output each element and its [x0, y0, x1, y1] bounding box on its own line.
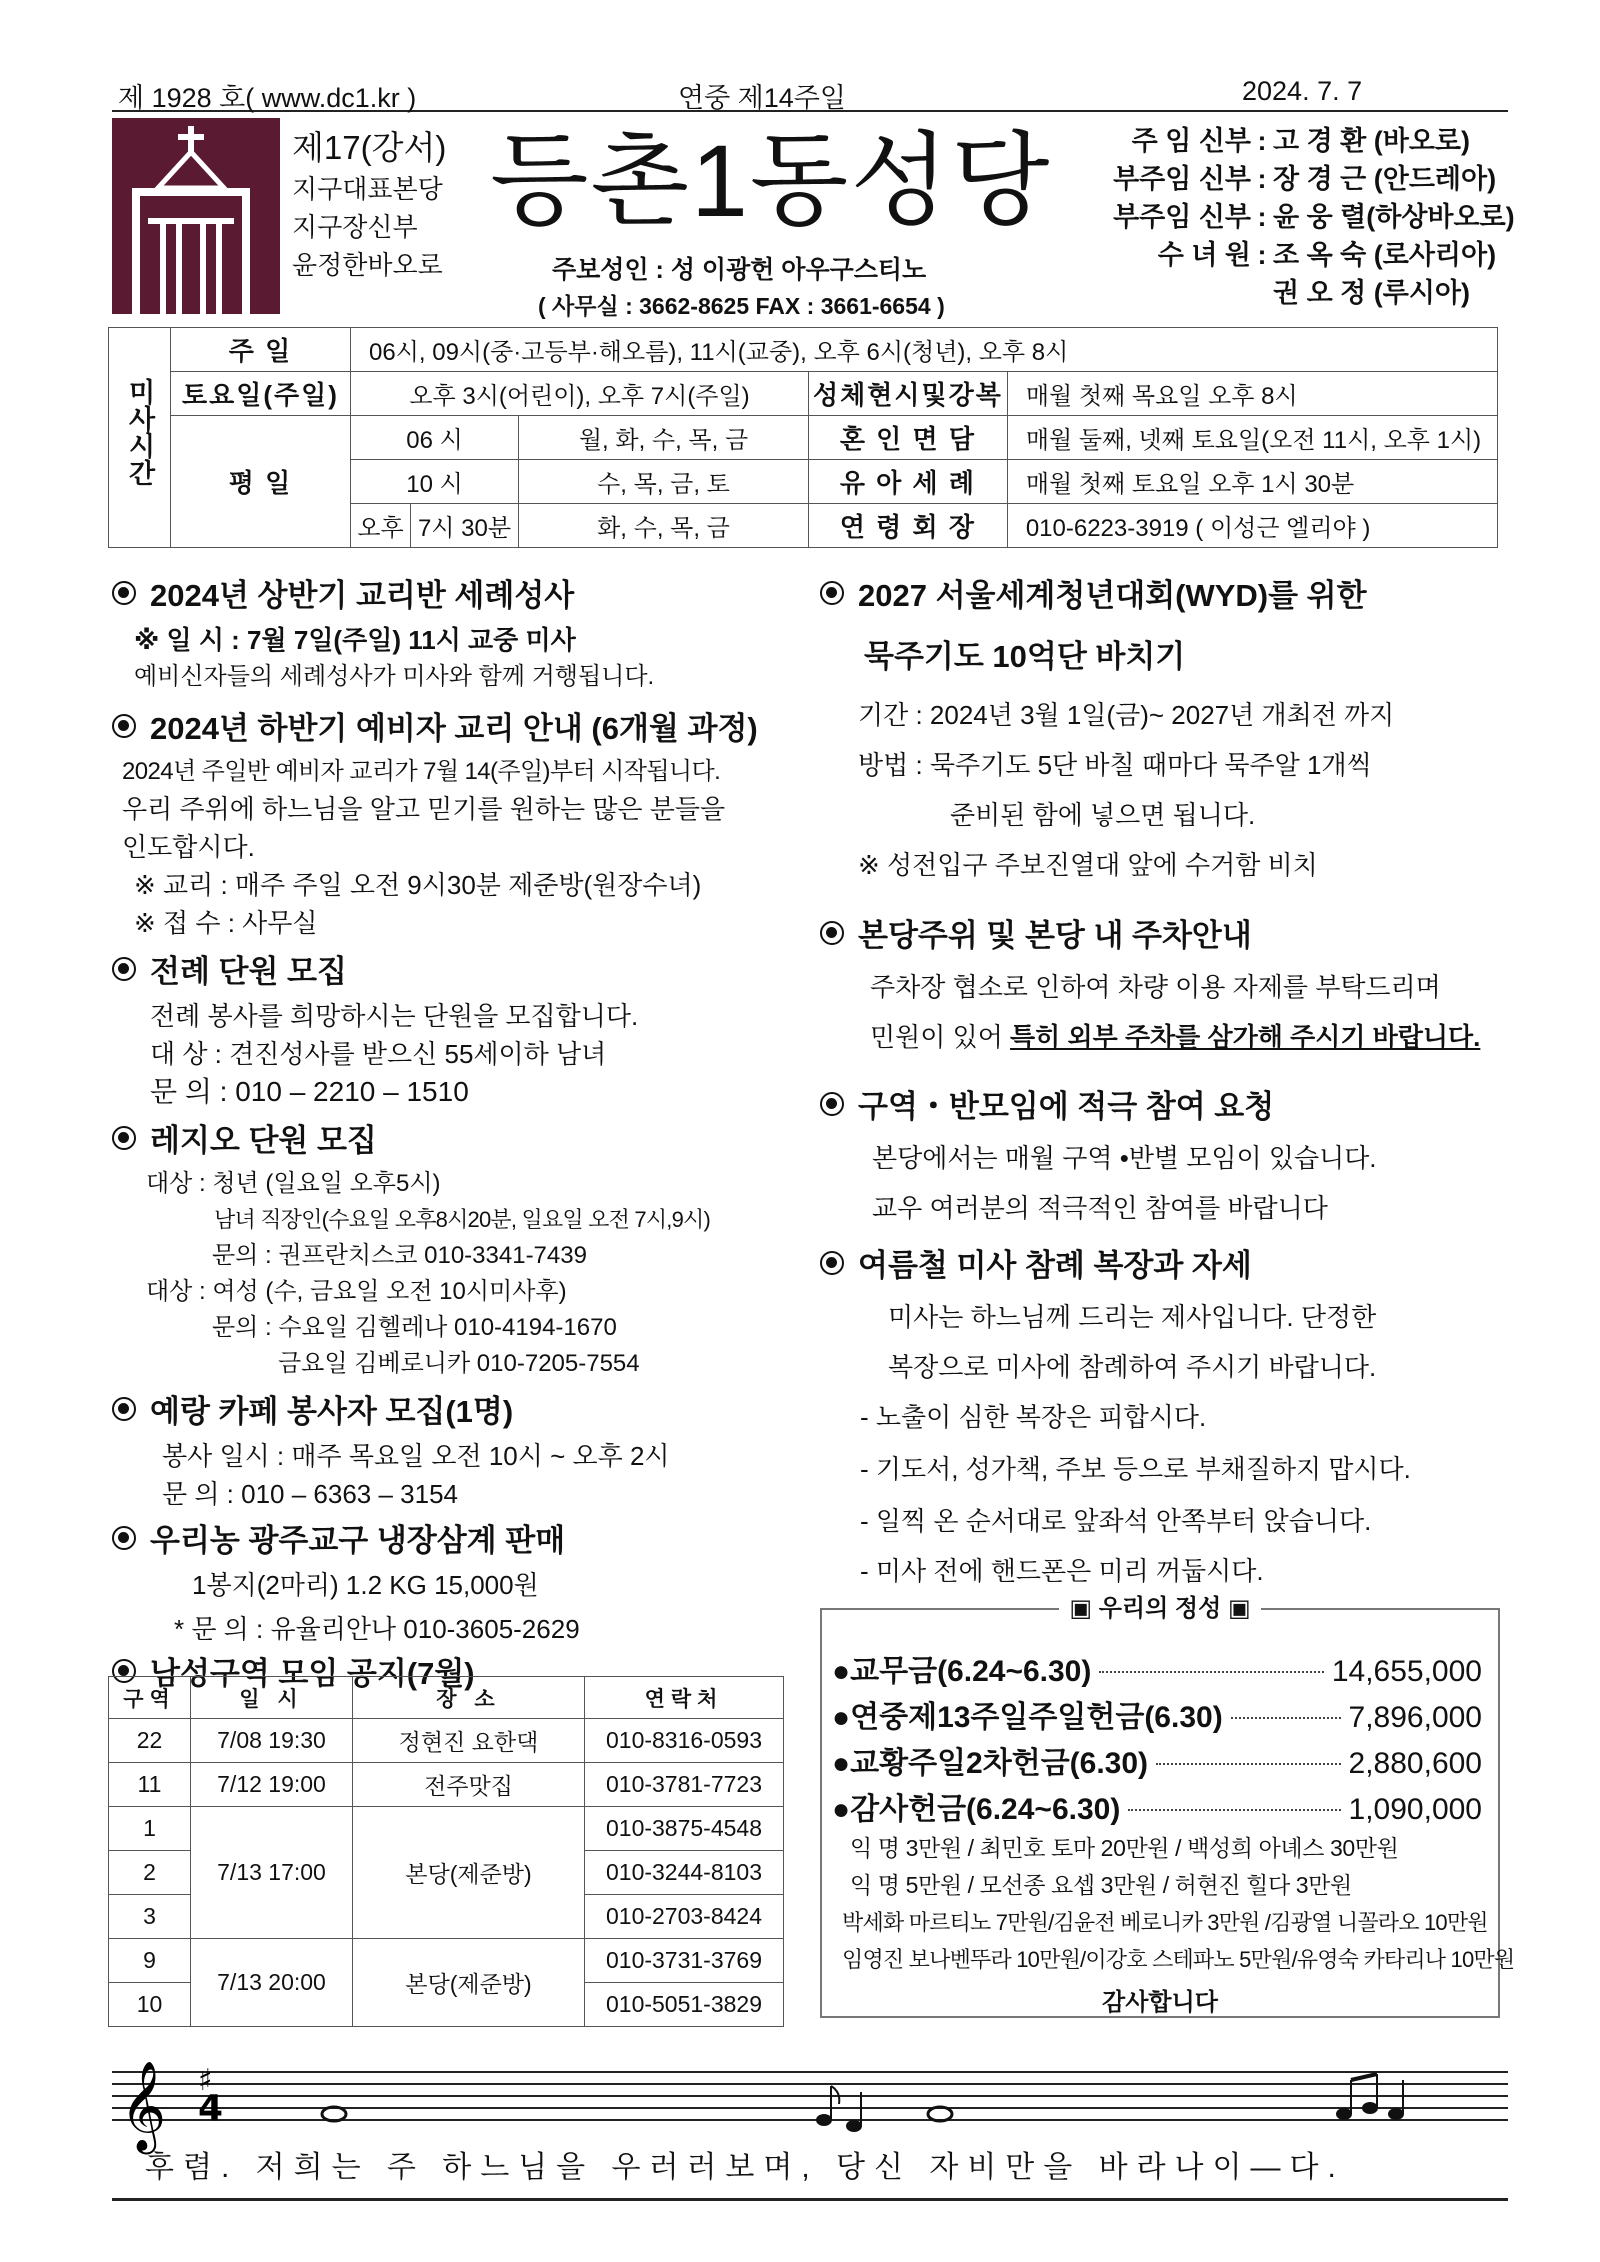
district-priest-title: 지구장신부	[292, 212, 418, 242]
wedding-label: 혼 인 면 담	[809, 416, 1008, 460]
column-header: 일 시	[191, 1677, 353, 1719]
mass-times-label: 미사시간	[109, 328, 171, 548]
bullet-icon	[820, 921, 844, 945]
funeral-committee-value: 010-6223-3919 ( 이성근 엘리야 )	[1007, 504, 1497, 548]
notice-title-cont: 묵주기도 10억단 바치기	[864, 639, 1186, 674]
table-row: 3 010-2703-8424	[109, 1895, 784, 1939]
notice-line: 민원이 있어 특히 외부 주차를 삼가해 주시기 바랍니다.	[870, 1022, 1481, 1052]
district-info	[292, 126, 482, 284]
offerings-box	[820, 1595, 1515, 2018]
saturday-times: 오후 3시(어린이), 오후 7시(주일)	[351, 372, 809, 416]
infant-baptism-value: 매월 첫째 토요일 오후 1시 30분	[1007, 460, 1497, 504]
notice-line: 교우 여러분의 적극적인 참여를 바랍니다	[872, 1193, 1328, 1223]
notice-line: 주차장 협소로 인하여 차량 이용 자제를 부탁드리며	[870, 972, 1441, 1002]
notice-line: ※ 성전입구 주보진열대 앞에 수거함 비치	[858, 850, 1318, 880]
issue-date: 2024. 7. 7	[1242, 76, 1363, 106]
notice-title: 2024년 하반기 예비자 교리 안내 (6개월 과정)	[112, 703, 792, 748]
notice-line: 준비된 함에 넣으면 됩니다.	[950, 800, 1256, 830]
weekday-days: 수, 목, 금, 토	[519, 460, 809, 504]
bottom-divider	[112, 2198, 1508, 2201]
column-header: 구역	[109, 1677, 191, 1719]
notice-line: 본당에서는 매월 구역 •반별 모임이 있습니다.	[872, 1143, 1377, 1173]
notice-title: 2027 서울세계청년대회(WYD)를 위한	[820, 570, 1510, 615]
bullet-icon	[820, 1092, 844, 1116]
bullet-icon	[112, 1397, 136, 1421]
notice-line: 문 의 : 010 – 2210 – 1510	[150, 1076, 469, 1107]
notice-line: 문의 : 권프란치스코 010-3341-7439	[212, 1242, 587, 1269]
church-title: 등촌1동성당	[490, 124, 1052, 238]
notice-line: 문 의 : 010 – 6363 – 3154	[162, 1479, 459, 1509]
clergy-row: 권 오 정 (루시아)	[1273, 278, 1470, 308]
weekday-days: 화, 수, 목, 금	[519, 504, 809, 548]
district-priest-name: 윤정한바오로	[292, 250, 443, 280]
column-header: 연락처	[585, 1677, 784, 1719]
liturgical-week: 연중 제14주일	[678, 83, 846, 113]
notice-title: 전례 단원 모집	[112, 946, 792, 991]
top-info-bar	[112, 72, 1508, 112]
notice-title: 남성구역 모임 공지(7월)	[112, 1648, 792, 1693]
notice-title: 예랑 카페 봉사자 모집(1명)	[112, 1386, 792, 1431]
sharp-icon: ♯	[198, 2063, 213, 2098]
notice-line: 인도합시다.	[122, 832, 255, 862]
adoration-label: 성체현시및강복	[809, 372, 1008, 416]
saturday-label: 토요일(주일)	[171, 372, 351, 416]
notice-line: ※ 교리 : 매주 주일 오전 9시30분 제준방(원장수녀)	[134, 870, 702, 900]
bullet-icon	[112, 1526, 136, 1550]
notice-line: - 노출이 심한 복장은 피합시다.	[860, 1402, 1207, 1432]
notice-line: - 기도서, 성가책, 주보 등으로 부채질하지 맙시다.	[860, 1454, 1411, 1484]
notice-title: 2024년 상반기 교리반 세례성사	[112, 570, 792, 615]
sunday-times: 06시, 09시(중·고등부·해오름), 11시(교중), 오후 6시(청년), 오후 8시	[351, 328, 1498, 372]
notice-line: * 문 의 : 유율리안나 010-3605-2629	[174, 1614, 580, 1644]
sunday-label: 주 일	[171, 328, 351, 372]
weekday-time: 7시 30분	[411, 504, 519, 548]
notice-line: 기간 : 2024년 3월 1일(금)~ 2027년 개최전 까지	[858, 700, 1395, 730]
bullet-icon	[820, 581, 844, 605]
clergy-list	[1065, 122, 1515, 312]
infant-baptism-label: 유 아 세 례	[809, 460, 1008, 504]
clergy-row: 부주임 신부 : 윤 웅 렬(하상바오로)	[1113, 202, 1515, 232]
notice-line: 2024년 주일반 예비자 교리가 7월 14(주일)부터 시작됩니다.	[122, 758, 721, 785]
bullet-icon	[112, 957, 136, 981]
notice-line: - 일찍 온 순서대로 앞좌석 안쪽부터 앉습니다.	[860, 1506, 1372, 1536]
thanks-text: 감사합니다	[1102, 1989, 1218, 2016]
notice-title: 본당주위 및 본당 내 주차안내	[820, 910, 1510, 955]
notice-line: 대 상 : 견진성사를 받으신 55세이하 남녀	[150, 1039, 607, 1069]
offering-row: ● 감사헌금(6.24~6.30) 1,090,000	[832, 1793, 1482, 1826]
wedding-value: 매월 둘째, 넷째 토요일(오전 11시, 오후 1시)	[1007, 416, 1497, 460]
bullet-icon	[112, 581, 136, 605]
church-logo	[112, 118, 280, 314]
refrain-lyrics: 후렴. 저희는 주 하느님을 우러러보며, 당신 자비만을 바라나이—다.	[145, 2151, 1345, 2184]
weekday-time: 10 시	[351, 460, 519, 504]
donor-line: 익 명 5만원 / 모선종 요셉 3만원 / 허현진 힐다 3만원	[850, 1872, 1352, 1898]
notice-line: 전례 봉사를 희망하시는 단원을 모집합니다.	[150, 1001, 639, 1031]
offerings-caption: ▣ 우리의 정성 ▣	[822, 1588, 1498, 1623]
table-row: 1 7/13 17:00 본당(제준방) 010-3875-4548	[109, 1807, 784, 1851]
district-role: 지구대표본당	[292, 174, 443, 204]
notice-line: 봉사 일시 : 매주 목요일 오전 10시 ~ 오후 2시	[162, 1441, 670, 1471]
bullet-icon	[112, 1126, 136, 1150]
table-header-row	[109, 1677, 784, 1719]
mass-schedule-table	[108, 327, 1498, 548]
notice-line: 문의 : 수요일 김헬레나 010-4194-1670	[212, 1314, 617, 1341]
table-row: 10 010-5051-3829	[109, 1983, 784, 2027]
notice-line: - 미사 전에 핸드폰은 미리 꺼둡시다.	[860, 1556, 1264, 1586]
whole-note-icon	[322, 2107, 346, 2121]
time-signature: 4	[198, 2088, 224, 2129]
notice-line: 예비신자들의 세례성사가 미사와 함께 거행됩니다.	[134, 663, 655, 690]
table-row: 11 7/12 19:00 전주맛집 010-3781-7723	[109, 1763, 784, 1807]
whole-note-icon	[928, 2107, 952, 2121]
adoration-value: 매월 첫째 목요일 오후 8시	[1007, 372, 1497, 416]
bullet-icon	[820, 1251, 844, 1275]
donor-line: 임영진 보나벤뚜라 10만원/이강호 스테파노 5만원/유영숙 카타리나 10만원	[842, 1947, 1515, 1972]
notice-line: 대상 : 여성 (수, 금요일 오전 10시미사후)	[146, 1278, 567, 1305]
column-header: 장 소	[353, 1677, 585, 1719]
weekday-time-prefix: 오후	[351, 504, 411, 548]
meeting-table	[108, 1676, 784, 2027]
offering-row: ● 교무금(6.24~6.30) 14,655,000	[832, 1655, 1482, 1688]
bullet-icon	[112, 714, 136, 738]
offering-row: ● 연중제13주일주일헌금(6.30) 7,896,000	[832, 1701, 1482, 1734]
notice-line: 1봉지(2마리) 1.2 KG 15,000원	[192, 1570, 539, 1600]
notice-line: 복장으로 미사에 참례하여 주시기 바랍니다.	[888, 1352, 1377, 1382]
notice-title: 여름철 미사 참례 복장과 자세	[820, 1240, 1510, 1285]
left-column	[112, 570, 792, 1699]
donor-line: 박세화 마르티노 7만원/김윤전 베로니카 3만원 /김광열 니꼴라오 10만원	[842, 1910, 1488, 1935]
notice-line: ※ 접 수 : 사무실	[134, 908, 318, 938]
office-contact: ( 사무실 : 3662-8625 FAX : 3661-6654 )	[538, 293, 945, 319]
weekday-label: 평 일	[171, 416, 351, 548]
clergy-row: 부주임 신부 : 장 경 근 (안드레아)	[1113, 164, 1497, 194]
patron-saint: 주보성인 : 성 이광헌 아우구스티노	[552, 256, 927, 284]
treble-clef-icon: 𝄞	[120, 2061, 167, 2151]
notice-line: 금요일 김베로니카 010-7205-7554	[278, 1350, 640, 1377]
notice-title: 레지오 단원 모집	[112, 1115, 792, 1160]
district-name: 제17(강서)	[292, 129, 447, 166]
donor-list	[822, 1830, 1515, 1978]
donor-line: 익 명 3만원 / 최민호 토마 20만원 / 백성희 아녜스 30만원	[850, 1835, 1399, 1861]
notice-line: 남녀 직장인(수요일 오후8시20분, 일요일 오전 7시,9시)	[214, 1207, 711, 1232]
offering-row: ● 교황주일2차헌금(6.30) 2,880,600	[832, 1747, 1482, 1780]
issue-number: 제 1928 호( www.dc1.kr )	[118, 83, 417, 113]
notice-line: 우리 주위에 하느님을 알고 믿기를 원하는 많은 분들을	[122, 794, 726, 824]
table-row: 22 7/08 19:30 정현진 요한댁 010-8316-0593	[109, 1719, 784, 1763]
clergy-row: 주 임 신부 : 고 경 환 (바오로)	[1131, 126, 1470, 156]
church-icon	[112, 118, 280, 314]
clergy-row: 수 녀 원 : 조 옥 숙 (로사리아)	[1157, 240, 1497, 270]
weekday-time: 06 시	[351, 416, 519, 460]
table-row: 2 010-3244-8103	[109, 1851, 784, 1895]
weekday-days: 월, 화, 수, 목, 금	[519, 416, 809, 460]
notice-title: 우리농 광주교구 냉장삼계 판매	[112, 1515, 792, 1560]
right-column	[820, 570, 1510, 1595]
notice-line: ※ 일 시 : 7월 7일(주일) 11시 교중 미사	[134, 625, 576, 655]
table-row: 9 7/13 20:00 본당(제준방) 010-3731-3769	[109, 1939, 784, 1983]
notice-line: 미사는 하느님께 드리는 제사입니다. 단정한	[888, 1302, 1377, 1332]
notice-title: 구역・반모임에 적극 참여 요청	[820, 1081, 1510, 1126]
notice-line: 방법 : 묵주기도 5단 바칠 때마다 묵주알 1개씩	[858, 750, 1372, 780]
funeral-committee-label: 연 령 회 장	[809, 504, 1008, 548]
notice-line: 대상 : 청년 (일요일 오후5시)	[146, 1170, 441, 1197]
